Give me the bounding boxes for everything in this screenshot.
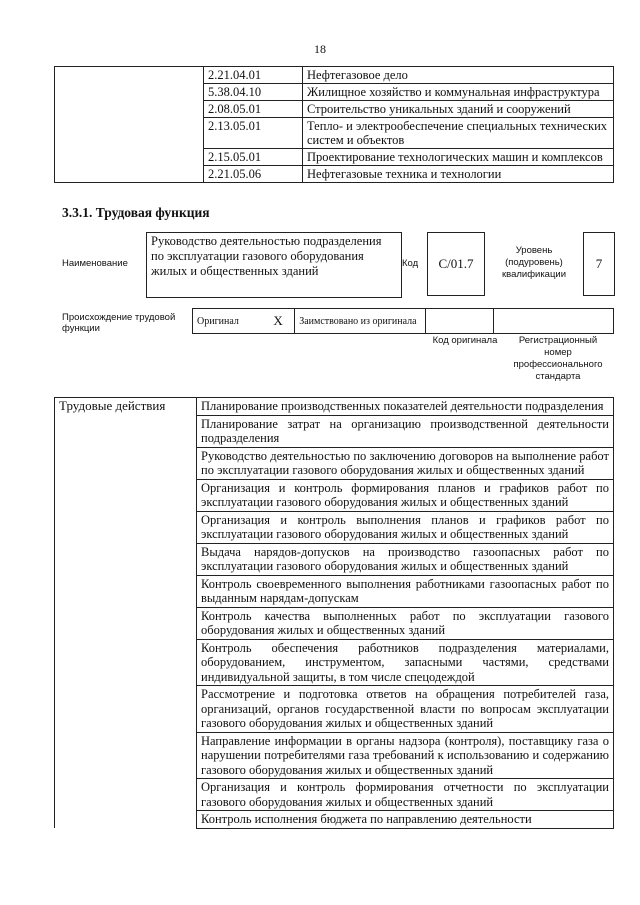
action-item: Планирование затрат на организацию производственной деятельности подразделения: [197, 415, 614, 447]
education-name: Нефтегазовое дело: [303, 67, 614, 84]
education-code: 2.08.05.01: [204, 101, 303, 118]
action-item: Рассмотрение и подготовка ответов на обращения потребителей газа, организаций, органов государственной власти по вопросам эксплуатации газового оборудования жилых и общественных зданий: [197, 686, 614, 733]
education-row: [55, 67, 614, 84]
reg-number-cell: [493, 309, 613, 334]
code-caption: Код оригинала: [432, 335, 498, 346]
education-code: 5.38.04.10: [204, 84, 303, 101]
action-item: Направление информации в органы надзора (контроля), поставщику газа о нарушении потребителями газа требований к использованию и содержанию газового оборудования жилых и общественных зданий: [197, 732, 614, 779]
actions-table: [54, 397, 614, 829]
education-code: 2.21.04.01: [204, 67, 303, 84]
original-mark: X: [262, 309, 295, 334]
function-name-box: Руководство деятельностью подразделения по эксплуатации газового оборудования жилых и общественных зданий: [146, 232, 402, 298]
action-item: Выдача нарядов-допусков на производство газоопасных работ по эксплуатации газового оборудования жилых и общественных зданий: [197, 543, 614, 575]
section-title: 3.3.1. Трудовая функция: [62, 205, 210, 220]
action-item: Руководство деятельностью по заключению договоров на выполнение работ по эксплуатации газового оборудования жилых и общественных зданий: [197, 447, 614, 479]
original-label: Оригинал: [193, 309, 262, 334]
education-code: 2.15.05.01: [204, 149, 303, 166]
education-name: Жилищное хозяйство и коммунальная инфраструктура: [303, 84, 614, 101]
original-code-cell: [425, 309, 493, 334]
education-name: Проектирование технологических машин и комплексов: [303, 149, 614, 166]
action-item: Контроль обеспечения работников подразделения материалами, оборудованием, инструментом, запасными частями, средствами индивидуальной защиты, в том числе спецодеждой: [197, 639, 614, 686]
action-item: Контроль качества выполненных работ по эксплуатации газового оборудования жилых и общественных зданий: [197, 607, 614, 639]
level-label: Уровень (подуровень) квалификации: [501, 245, 567, 280]
reg-caption: Регистрационный номер профессионального стандарта: [513, 335, 603, 382]
education-name: Тепло- и электрообеспечение специальных технических систем и объектов: [303, 118, 614, 149]
origin-table: [192, 308, 614, 334]
borrowed-label: Заимствовано из оригинала: [295, 309, 426, 334]
education-code: 2.21.05.06: [204, 166, 303, 183]
education-code: 2.13.05.01: [204, 118, 303, 149]
page-number: 18: [314, 42, 326, 56]
action-item: Планирование производственных показателей деятельности подразделения: [197, 398, 614, 416]
education-name: Нефтегазовые техника и технологии: [303, 166, 614, 183]
action-item: Организация и контроль формирования отчетности по эксплуатации газового оборудования жилых и общественных зданий: [197, 779, 614, 811]
actions-header: Трудовые действия: [55, 398, 197, 829]
action-item: Контроль своевременного выполнения работниками газоопасных работ по выданным нарядам-допускам: [197, 575, 614, 607]
code-label: Код: [402, 258, 419, 269]
education-name: Строительство уникальных зданий и сооружений: [303, 101, 614, 118]
qualification-level-box: 7: [583, 232, 615, 296]
action-item: Организация и контроль выполнения планов и графиков работ по эксплуатации газового оборудования жилых и общественных зданий: [197, 511, 614, 543]
education-table: [54, 66, 614, 183]
education-empty-cell: [55, 67, 204, 183]
action-row: [55, 398, 614, 416]
origin-label: Происхождение трудовой функции: [62, 312, 176, 334]
action-item: Контроль исполнения бюджета по направлению деятельности: [197, 811, 614, 829]
name-label: Наименование: [62, 258, 128, 269]
action-item: Организация и контроль формирования планов и графиков работ по эксплуатации газового оборудования жилых и общественных зданий: [197, 479, 614, 511]
function-code-box: C/01.7: [427, 232, 485, 296]
